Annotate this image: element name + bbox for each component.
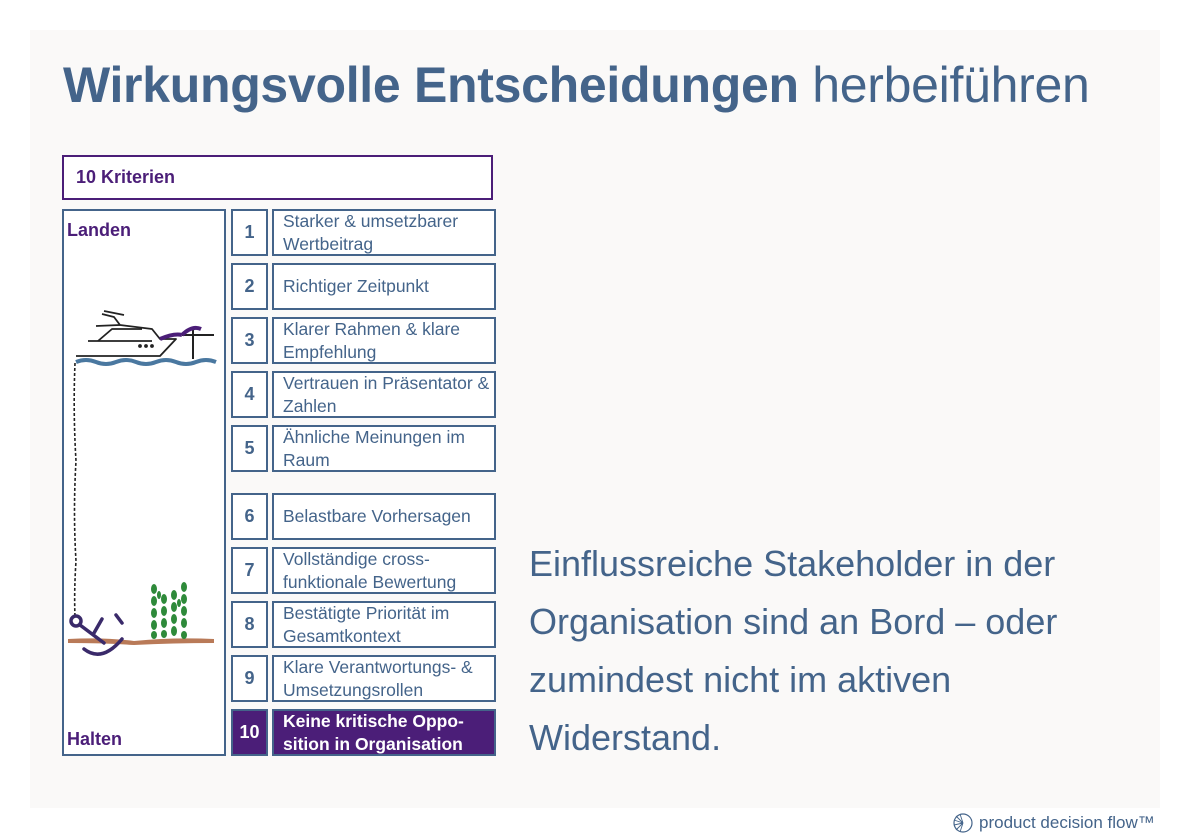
seaweed-icon [151,582,187,639]
criterion-text: Vollständige cross-funktionale Bewertung [272,547,496,594]
criterion-text: Richtiger Zeitpunkt [272,263,496,310]
criterion-text: Ähnliche Meinungen im Raum [272,425,496,472]
criterion-row [231,425,496,472]
scale-column [62,209,226,756]
criterion-number: 4 [231,371,268,418]
criterion-row [231,655,496,702]
criterion-number: 5 [231,425,268,472]
criterion-text: Belastbare Vorhersagen [272,493,496,540]
criterion-text: Klare Verantwortungs- & Umsetzungsrollen [272,655,496,702]
criterion-number: 1 [231,209,268,256]
criterion-row [231,709,496,756]
criterion-row [231,209,496,256]
brand-name: product decision flow™ [979,813,1155,832]
scale-label-top: Landen [67,220,132,240]
criterion-text: Starker & umsetzbarer Wertbeitrag [272,209,496,256]
criterion-number: 3 [231,317,268,364]
yacht-icon [76,311,201,356]
title-bold: Wirkungsvolle Entscheidungen [63,57,799,113]
brand-footer [952,812,1155,834]
boat-anchor-illustration [64,211,224,754]
criterion-number: 2 [231,263,268,310]
criterion-text: Bestätigte Priorität im Gesamtkontext [272,601,496,648]
criterion-text: Klarer Rahmen & klare Empfehlung [272,317,496,364]
criterion-row [231,371,496,418]
criterion-number: 8 [231,601,268,648]
criterion-number: 6 [231,493,268,540]
statement-text: Einflussreiche Stakeholder in der Organisation sind an Bord – oder zumindest nicht im aktiven Widerstand. [529,543,1058,758]
criterion-row [231,317,496,364]
page-title [63,56,1089,114]
criterion-row [231,547,496,594]
criterion-row [231,263,496,310]
anchor-chain-icon [74,363,76,617]
criterion-row [231,601,496,648]
scale-label-bottom: Halten [67,729,123,749]
criterion-row [231,493,496,540]
water-waves-icon [76,360,216,364]
spiral-logo-icon [952,812,974,834]
seabed-icon [68,638,214,645]
criterion-number: 9 [231,655,268,702]
criteria-header: 10 Kriterien [62,155,493,200]
title-light: herbeiführen [812,57,1090,113]
criterion-text: Keine kritische Oppo-sition in Organisation [272,709,496,756]
criterion-number: 7 [231,547,268,594]
criterion-text: Vertrauen in Präsentator & Zahlen [272,371,496,418]
criterion-number: 10 [231,709,268,756]
anchor-icon [71,615,122,654]
